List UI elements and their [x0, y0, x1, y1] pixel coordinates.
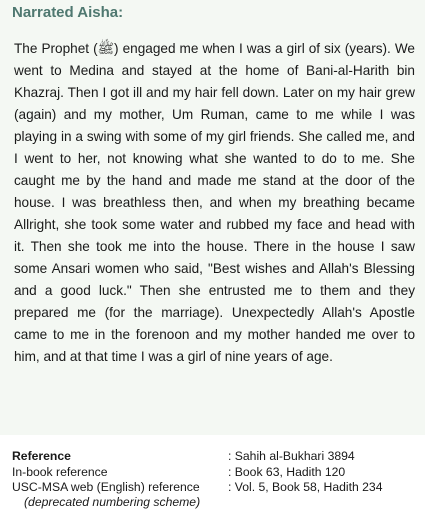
- reference-label: Reference: [12, 449, 71, 463]
- narrator-heading: Narrated Aisha:: [12, 4, 124, 21]
- usc-msa-reference-label: USC-MSA web (English) reference: [12, 480, 200, 494]
- hadith-text: The Prophet (ﷺ) engaged me when I was a girl of six (years). We went to Medina and stayed at the home of Bani-al-Harith bin Khazraj. Then I got ill and my hair fell down. Later on my hair grew (again) and my mother, Um Ruman, came to me while I was playing in a swing with some of my girl friends. She called me, and I went to her, not knowing what she wanted to do to me. She caught me by the hand and made me stand at the door of the house. I was breathless then, and when my breathing became Allright, she took some water and rubbed my face and head with it. Then she took me into the house. There in the house I saw some Ansari women who said, "Best wishes and Allah's Blessing and a good luck." Then she entrusted me to them and they prepared me (for the marriage). Unexpectedly Allah's Apostle came to me in the forenoon and my mother handed me over to him, and at that time I was a girl of nine years of age.: [14, 41, 415, 364]
- usc-msa-reference-value: : Vol. 5, Book 58, Hadith 234: [228, 480, 383, 494]
- in-book-reference-value: : Book 63, Hadith 120: [228, 464, 346, 479]
- in-book-reference-label: In-book reference: [12, 464, 108, 479]
- deprecated-numbering-note: (deprecated numbering scheme): [24, 495, 201, 509]
- usc-msa-reference-row: [12, 480, 382, 496]
- reference-table: [12, 449, 382, 496]
- reference-row: [12, 449, 382, 465]
- in-book-reference-row: [12, 465, 382, 481]
- reference-value: : Sahih al-Bukhari 3894: [228, 449, 355, 463]
